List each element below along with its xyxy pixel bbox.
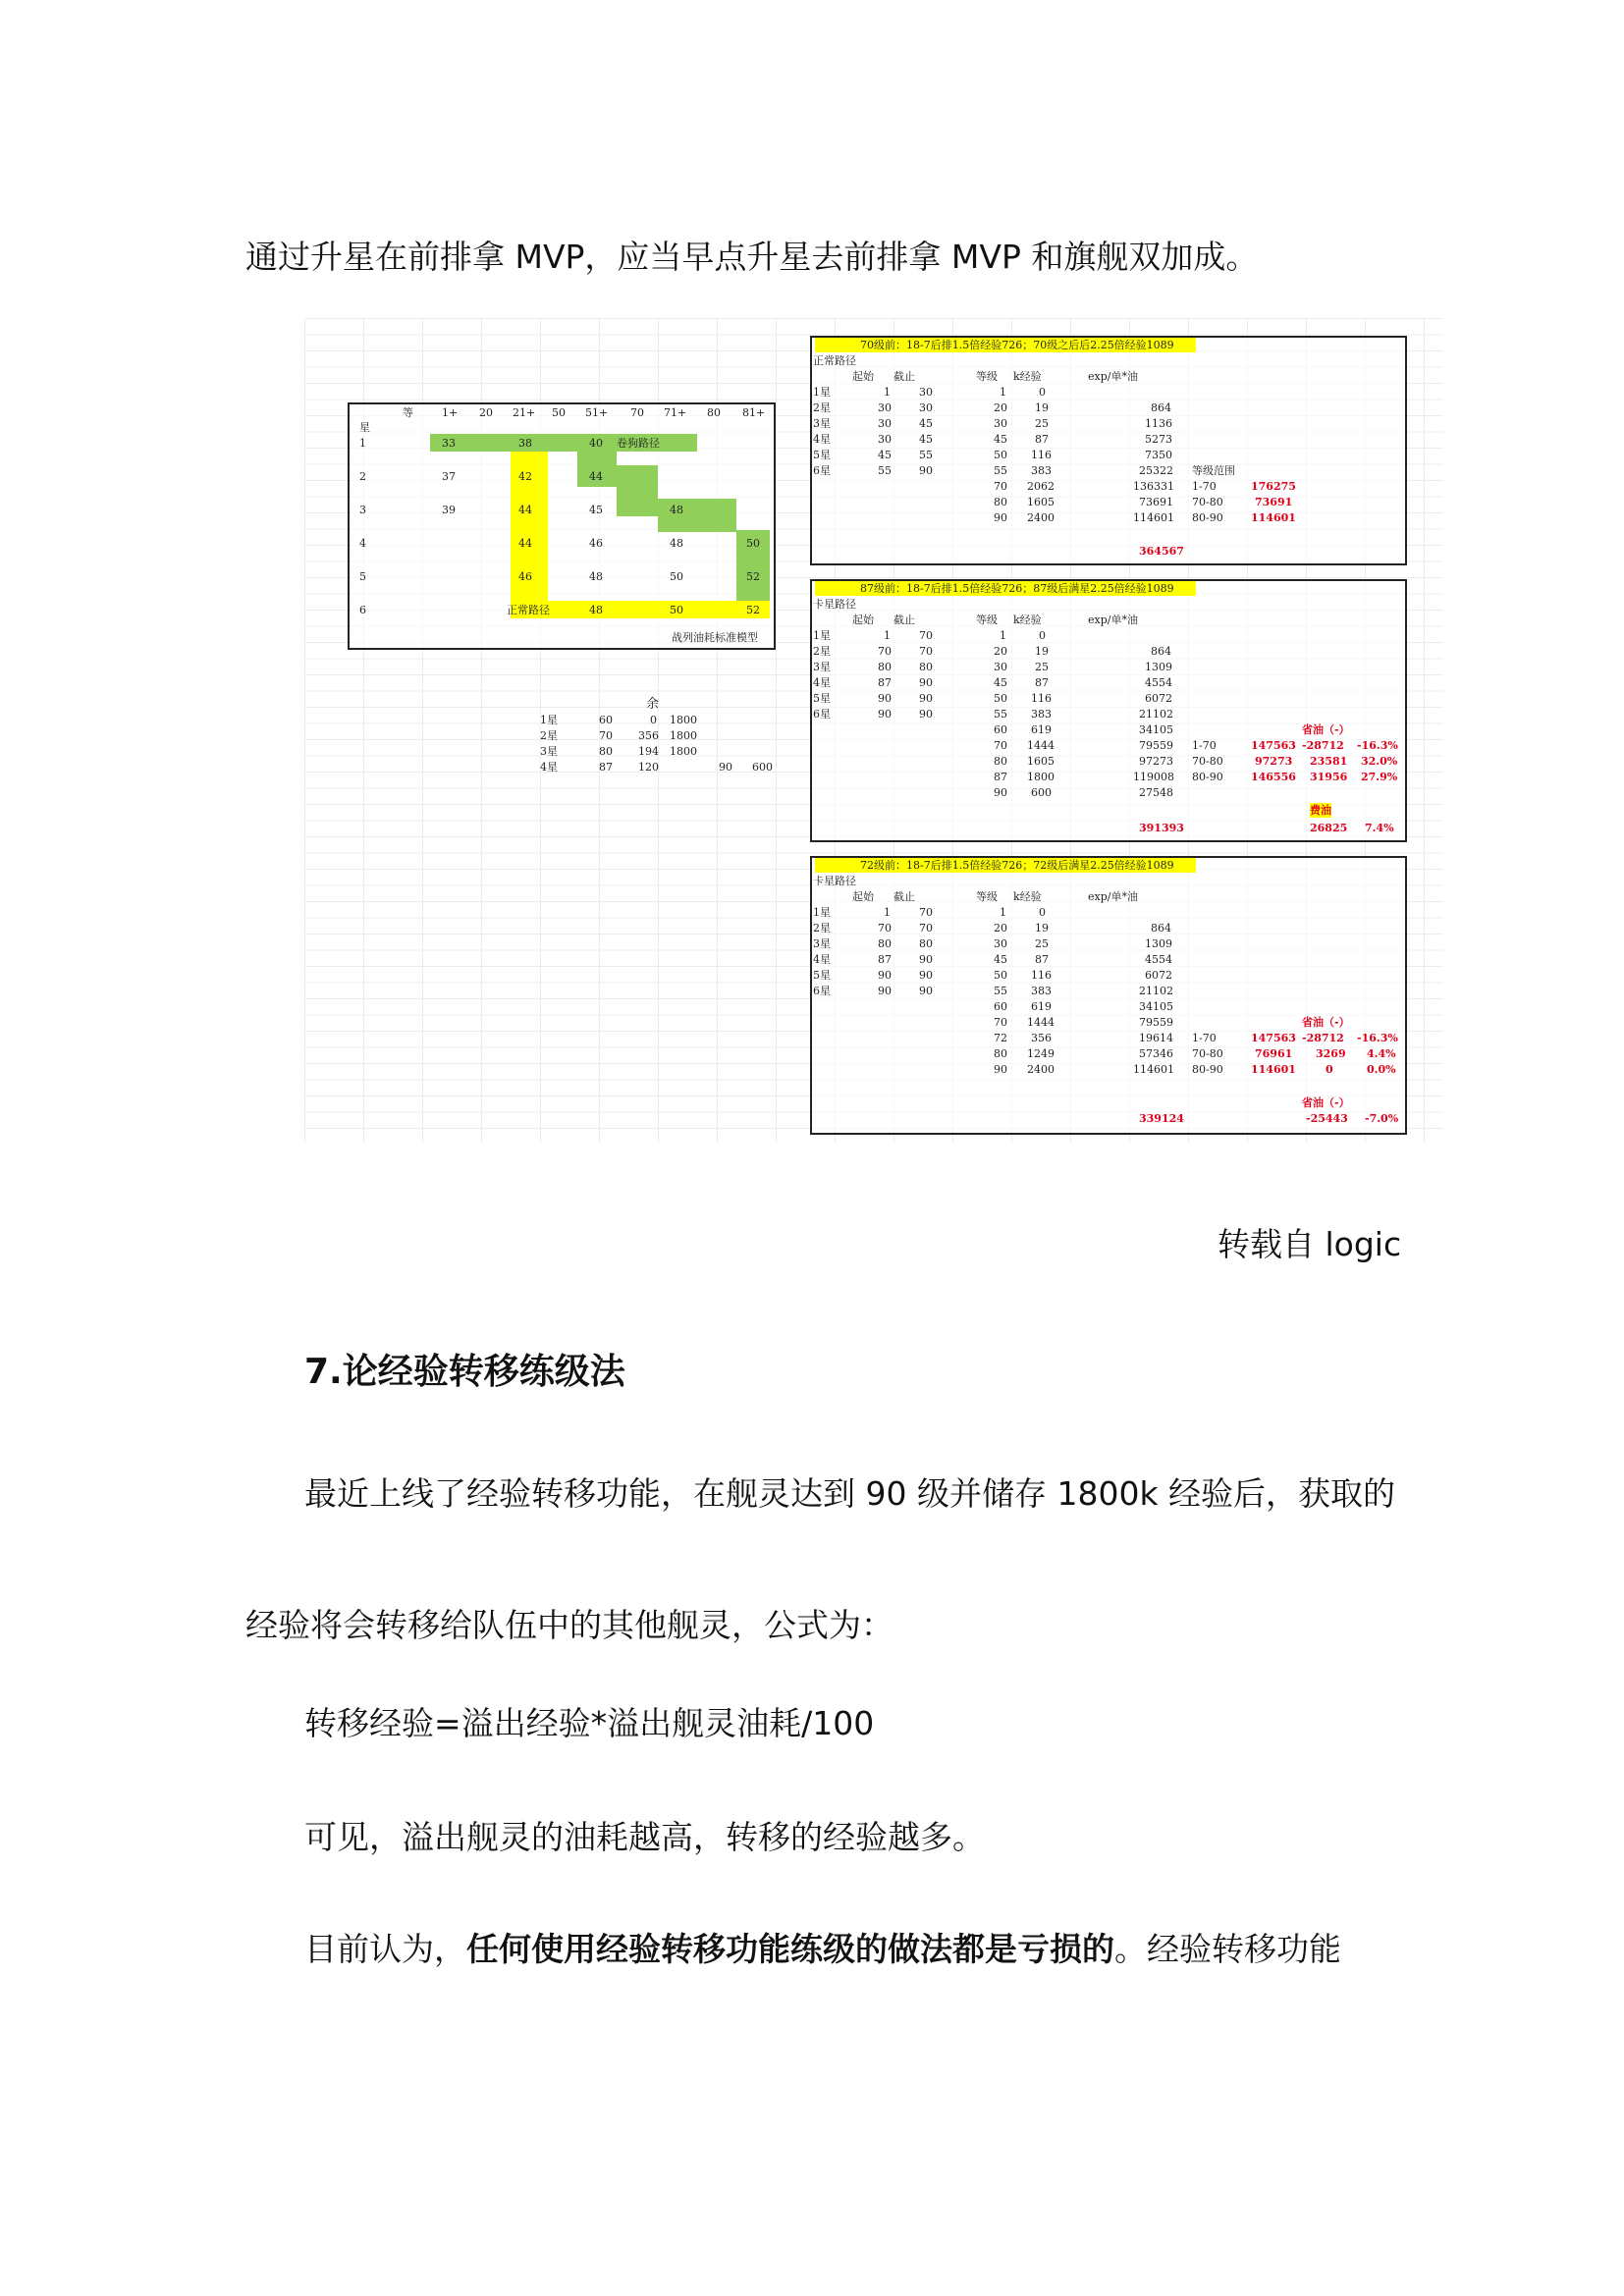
table-cell: 25 bbox=[1035, 661, 1049, 673]
table-cell: 72级前：18-7后排1.5倍经验726；72级后满星2.25倍经验1089 bbox=[860, 859, 1174, 872]
table-cell: 1星 bbox=[540, 714, 558, 726]
table-cell: 70 bbox=[878, 645, 892, 658]
table-cell: 70 bbox=[599, 729, 613, 742]
table-cell: exp/单*油 bbox=[1088, 614, 1138, 626]
table-cell: 等级 bbox=[976, 370, 998, 383]
table-cell: 起始 bbox=[852, 890, 874, 903]
table-cell: 1309 bbox=[1145, 661, 1172, 673]
table-cell: 116 bbox=[1031, 692, 1052, 705]
table-cell: 30 bbox=[994, 417, 1007, 430]
table-cell: 194 bbox=[638, 745, 659, 758]
table-cell: 70-80 bbox=[1192, 496, 1223, 508]
table-cell: 30 bbox=[919, 386, 933, 399]
table-cell: 114601 bbox=[1133, 1063, 1174, 1076]
table-cell: 1 bbox=[884, 629, 891, 642]
table-cell: 6星 bbox=[813, 708, 831, 721]
table-cell: 6072 bbox=[1145, 692, 1172, 705]
table-cell: 2星 bbox=[813, 922, 831, 934]
table-cell: 90 bbox=[919, 985, 933, 997]
table-cell: 70 bbox=[919, 906, 933, 919]
table-cell: 34105 bbox=[1139, 1000, 1173, 1013]
table-cell: -28712 bbox=[1302, 1032, 1344, 1044]
table-cell: 21+ bbox=[513, 406, 536, 419]
table-cell: 截止 bbox=[893, 890, 915, 903]
table-cell: 48 bbox=[589, 604, 603, 616]
table-cell: 等级范围 bbox=[1192, 464, 1235, 477]
table-cell: 55 bbox=[994, 708, 1007, 721]
table-cell: 55 bbox=[919, 449, 933, 461]
table-cell: 80 bbox=[919, 937, 933, 950]
table-cell: 1-70 bbox=[1192, 1032, 1217, 1044]
table-cell: 6 bbox=[359, 604, 366, 616]
table-cell: 截止 bbox=[893, 370, 915, 383]
table-cell: 1 bbox=[1000, 629, 1006, 642]
table-cell: 383 bbox=[1031, 708, 1052, 721]
table-cell: 60 bbox=[994, 1000, 1007, 1013]
table-cell: 25322 bbox=[1139, 464, 1173, 477]
table-cell: 星 bbox=[359, 421, 370, 434]
paragraph-3-pre: 目前认为， bbox=[304, 1930, 466, 1968]
table-cell: 50 bbox=[746, 537, 760, 550]
table-cell: 619 bbox=[1031, 723, 1052, 736]
table-cell: 19614 bbox=[1139, 1032, 1173, 1044]
table-cell: 60 bbox=[994, 723, 1007, 736]
table-cell: 114601 bbox=[1251, 511, 1296, 524]
table-cell: 3269 bbox=[1316, 1047, 1346, 1060]
table-cell: 864 bbox=[1151, 645, 1171, 658]
table-cell: 364567 bbox=[1139, 545, 1184, 558]
table-cell: k经验 bbox=[1013, 370, 1042, 383]
table-cell: 5星 bbox=[813, 969, 831, 982]
table-cell: exp/单*油 bbox=[1088, 370, 1138, 383]
table-cell: 1 bbox=[1000, 906, 1006, 919]
table-cell: 0 bbox=[1039, 629, 1046, 642]
table-cell: 4星 bbox=[540, 761, 558, 774]
table-cell: 27548 bbox=[1139, 786, 1173, 799]
table-cell: 55 bbox=[994, 464, 1007, 477]
table-cell: 600 bbox=[752, 761, 773, 774]
table-cell: 等 bbox=[403, 406, 413, 419]
table-cell: 339124 bbox=[1139, 1112, 1184, 1125]
table-cell: 1 bbox=[359, 437, 366, 450]
table-cell: 114601 bbox=[1133, 511, 1174, 524]
table-cell: 5星 bbox=[813, 692, 831, 705]
table-cell: 57346 bbox=[1139, 1047, 1173, 1060]
table-cell: 6星 bbox=[813, 985, 831, 997]
table-cell: 30 bbox=[994, 937, 1007, 950]
table-cell: 90 bbox=[994, 1063, 1007, 1076]
table-cell: 44 bbox=[518, 537, 532, 550]
table-cell: 4554 bbox=[1145, 953, 1172, 966]
table-cell: 864 bbox=[1151, 401, 1171, 414]
table-cell: 省油（-） bbox=[1302, 723, 1350, 736]
table-cell: 864 bbox=[1151, 922, 1171, 934]
table-cell: 44 bbox=[518, 504, 532, 516]
table-cell: 2星 bbox=[813, 645, 831, 658]
table-cell: 4星 bbox=[813, 433, 831, 446]
table-cell: 30 bbox=[878, 401, 892, 414]
table-cell: 81+ bbox=[742, 406, 766, 419]
table-cell: 30 bbox=[878, 417, 892, 430]
table-cell: 45 bbox=[919, 433, 933, 446]
table-cell: 147563 bbox=[1251, 1032, 1296, 1044]
table-cell: -28712 bbox=[1302, 739, 1344, 752]
paragraph-3-bold: 任何使用经验转移功能练级的做法都是亏损的 bbox=[466, 1930, 1114, 1968]
table-cell: 3星 bbox=[813, 937, 831, 950]
table-cell: 147563 bbox=[1251, 739, 1296, 752]
table-cell: 1800 bbox=[670, 729, 697, 742]
table-cell: 51+ bbox=[585, 406, 609, 419]
table-cell: 50 bbox=[994, 969, 1007, 982]
table-cell: 5星 bbox=[813, 449, 831, 461]
table-cell: 90 bbox=[878, 985, 892, 997]
table-cell: 23581 bbox=[1310, 755, 1348, 768]
table-cell: 87 bbox=[878, 953, 892, 966]
table-cell: 1136 bbox=[1145, 417, 1172, 430]
paragraph-1-line-2: 经验将会转移给队伍中的其他舰灵，公式为： bbox=[245, 1606, 893, 1644]
table-cell: 50 bbox=[670, 570, 683, 583]
credit-line: 转载自 logic bbox=[1218, 1225, 1402, 1263]
table-cell: 19 bbox=[1035, 645, 1049, 658]
table-cell: 87 bbox=[994, 771, 1007, 783]
table-cell: 4星 bbox=[813, 676, 831, 689]
table-cell: 19 bbox=[1035, 401, 1049, 414]
table-cell: 45 bbox=[878, 449, 892, 461]
table-cell: 25 bbox=[1035, 937, 1049, 950]
table-cell: 45 bbox=[919, 417, 933, 430]
table-cell: 1星 bbox=[813, 906, 831, 919]
table-cell: 97273 bbox=[1139, 755, 1173, 768]
table-cell: 截止 bbox=[893, 614, 915, 626]
table-cell: 71+ bbox=[664, 406, 687, 419]
table-cell: 80-90 bbox=[1192, 511, 1223, 524]
table-cell: 20 bbox=[994, 645, 1007, 658]
table-cell: 等级 bbox=[976, 890, 998, 903]
table-cell: 46 bbox=[518, 570, 532, 583]
table-cell: 52 bbox=[746, 604, 760, 616]
table-cell: 1800 bbox=[670, 714, 697, 726]
table-cell: 20 bbox=[479, 406, 493, 419]
table-cell: 38 bbox=[518, 437, 532, 450]
table-cell: 卷狗路径 bbox=[617, 437, 660, 450]
table-cell: 50 bbox=[994, 692, 1007, 705]
table-cell: 116 bbox=[1031, 969, 1052, 982]
table-cell: 45 bbox=[994, 676, 1007, 689]
section-title: 7.论经验转移练级法 bbox=[304, 1352, 625, 1392]
table-cell: 卡星路径 bbox=[813, 875, 856, 887]
table-cell: k经验 bbox=[1013, 890, 1042, 903]
table-cell: 1800 bbox=[670, 745, 697, 758]
table-cell: 1444 bbox=[1027, 739, 1055, 752]
table-cell: 120 bbox=[638, 761, 659, 774]
table-cell: 87 bbox=[1035, 953, 1049, 966]
table-cell: 7350 bbox=[1145, 449, 1172, 461]
table-cell: 3星 bbox=[540, 745, 558, 758]
paragraph-2: 可见，溢出舰灵的油耗越高，转移的经验越多。 bbox=[304, 1818, 985, 1856]
table-cell: 2400 bbox=[1027, 1063, 1055, 1076]
table-cell: 80 bbox=[878, 937, 892, 950]
table-cell: 1星 bbox=[813, 386, 831, 399]
table-cell: 0 bbox=[650, 714, 657, 726]
table-cell: -7.0% bbox=[1365, 1112, 1399, 1125]
table-cell: 4 bbox=[359, 537, 366, 550]
table-cell: 1-70 bbox=[1192, 739, 1217, 752]
table-cell: 176275 bbox=[1251, 480, 1296, 493]
table-cell: 1星 bbox=[813, 629, 831, 642]
table-cell: 31956 bbox=[1310, 771, 1348, 783]
table-cell: 20 bbox=[994, 401, 1007, 414]
table-cell: 1800 bbox=[1027, 771, 1055, 783]
table-cell: 省油（-） bbox=[1302, 1096, 1350, 1109]
table-cell: 73691 bbox=[1139, 496, 1173, 508]
table-cell: 114601 bbox=[1251, 1063, 1296, 1076]
table-cell: 70 bbox=[878, 922, 892, 934]
table-cell: 25 bbox=[1035, 417, 1049, 430]
table-cell: 70 bbox=[919, 645, 933, 658]
table-cell: 116 bbox=[1031, 449, 1052, 461]
table-cell: 30 bbox=[878, 433, 892, 446]
table-cell: 619 bbox=[1031, 1000, 1052, 1013]
green-step-2 bbox=[617, 465, 658, 516]
table-cell: -16.3% bbox=[1357, 739, 1398, 752]
table-cell: 2星 bbox=[813, 401, 831, 414]
table-cell: 80-90 bbox=[1192, 1063, 1223, 1076]
table-cell: 30 bbox=[994, 661, 1007, 673]
table-cell: 70 bbox=[919, 629, 933, 642]
table-cell: 30 bbox=[919, 401, 933, 414]
table-cell: 87 bbox=[878, 676, 892, 689]
table-cell: 34105 bbox=[1139, 723, 1173, 736]
table-cell: 1249 bbox=[1027, 1047, 1055, 1060]
intro-line: 通过升星在前排拿 MVP，应当早点升星去前排拿 MVP 和旗舰双加成。 bbox=[245, 238, 1259, 276]
table-cell: 6072 bbox=[1145, 969, 1172, 982]
table-cell: 0 bbox=[1039, 386, 1046, 399]
table-cell: 79559 bbox=[1139, 1016, 1173, 1029]
table-cell: 356 bbox=[638, 729, 659, 742]
table-cell: 卡星路径 bbox=[813, 598, 856, 611]
table-cell: 97273 bbox=[1255, 755, 1293, 768]
formula-line: 转移经验=溢出经验*溢出舰灵油耗/100 bbox=[304, 1704, 875, 1742]
table-cell: 4星 bbox=[813, 953, 831, 966]
table-cell: 正常路径 bbox=[507, 604, 550, 616]
table-cell: k经验 bbox=[1013, 614, 1042, 626]
left-table-caption: 战列油耗标准模型 bbox=[672, 631, 758, 644]
table-cell: 19 bbox=[1035, 922, 1049, 934]
table-cell: 87 bbox=[599, 761, 613, 774]
table-cell: 80 bbox=[707, 406, 721, 419]
table-cell: 1605 bbox=[1027, 496, 1055, 508]
table-cell: 40 bbox=[589, 437, 603, 450]
table-cell: 90 bbox=[919, 969, 933, 982]
table-cell: 87级前：18-7后排1.5倍经验726；87级后满星2.25倍经验1089 bbox=[860, 582, 1174, 595]
table-cell: 80 bbox=[919, 661, 933, 673]
table-cell: 60 bbox=[599, 714, 613, 726]
table-cell: 90 bbox=[878, 708, 892, 721]
table-cell: 1309 bbox=[1145, 937, 1172, 950]
table-cell: 2 bbox=[359, 470, 366, 483]
table-cell: 70 bbox=[994, 739, 1007, 752]
table-cell: 33 bbox=[442, 437, 456, 450]
table-cell: 1605 bbox=[1027, 755, 1055, 768]
table-cell: -16.3% bbox=[1357, 1032, 1398, 1044]
table-cell: 600 bbox=[1031, 786, 1052, 799]
table-cell: 27.9% bbox=[1361, 771, 1398, 783]
table-cell: 1444 bbox=[1027, 1016, 1055, 1029]
table-cell: 0.0% bbox=[1367, 1063, 1396, 1076]
table-cell: 48 bbox=[670, 504, 683, 516]
table-cell: 26825 bbox=[1310, 822, 1348, 834]
table-cell: 3星 bbox=[813, 417, 831, 430]
table-cell: 48 bbox=[589, 570, 603, 583]
table-cell: 32.0% bbox=[1361, 755, 1398, 768]
table-cell: 55 bbox=[994, 985, 1007, 997]
table-cell: 1 bbox=[1000, 386, 1006, 399]
table-cell: 80 bbox=[994, 496, 1007, 508]
table-cell: 70-80 bbox=[1192, 1047, 1223, 1060]
table-cell: 1 bbox=[884, 906, 891, 919]
table-cell: 70 bbox=[630, 406, 644, 419]
table-cell: 起始 bbox=[852, 614, 874, 626]
table-cell: 46 bbox=[589, 537, 603, 550]
table-cell: 省油（-） bbox=[1302, 1016, 1350, 1029]
table-cell: 2星 bbox=[540, 729, 558, 742]
table-cell: 0 bbox=[1039, 906, 1046, 919]
table-cell: 90 bbox=[994, 786, 1007, 799]
table-cell: 37 bbox=[442, 470, 456, 483]
table-cell: 80 bbox=[599, 745, 613, 758]
table-cell: 90 bbox=[878, 969, 892, 982]
table-cell: 72 bbox=[994, 1032, 1007, 1044]
table-cell: 55 bbox=[878, 464, 892, 477]
table-cell: 70级前：18-7后排1.5倍经验726；70级之后后2.25倍经验1089 bbox=[860, 339, 1174, 351]
table-cell: 1-70 bbox=[1192, 480, 1217, 493]
table-cell: 2062 bbox=[1027, 480, 1055, 493]
table-cell: 90 bbox=[919, 464, 933, 477]
table-cell: 52 bbox=[746, 570, 760, 583]
table-cell: 余 bbox=[646, 697, 660, 712]
table-cell: 1 bbox=[884, 386, 891, 399]
table-cell: 42 bbox=[518, 470, 532, 483]
table-cell: 90 bbox=[719, 761, 732, 774]
table-cell: 70-80 bbox=[1192, 755, 1223, 768]
paragraph-3-post: 。经验转移功能 bbox=[1114, 1930, 1341, 1968]
table-cell: 76961 bbox=[1255, 1047, 1293, 1060]
table-cell: 80-90 bbox=[1192, 771, 1223, 783]
table-cell: 0 bbox=[1326, 1063, 1333, 1076]
table-cell: 6星 bbox=[813, 464, 831, 477]
table-cell: 费油 bbox=[1310, 804, 1331, 817]
table-cell: 90 bbox=[919, 708, 933, 721]
table-cell: 50 bbox=[994, 449, 1007, 461]
table-cell: 73691 bbox=[1255, 496, 1293, 508]
table-cell: 5273 bbox=[1145, 433, 1172, 446]
table-cell: 3 bbox=[359, 504, 366, 516]
table-cell: 21102 bbox=[1139, 708, 1173, 721]
table-cell: 2400 bbox=[1027, 511, 1055, 524]
table-cell: 39 bbox=[442, 504, 456, 516]
table-cell: 87 bbox=[1035, 676, 1049, 689]
table-cell: 90 bbox=[919, 953, 933, 966]
table-cell: 79559 bbox=[1139, 739, 1173, 752]
table-cell: 48 bbox=[670, 537, 683, 550]
table-cell: 7.4% bbox=[1365, 822, 1394, 834]
table-cell: 起始 bbox=[852, 370, 874, 383]
table-cell: 45 bbox=[589, 504, 603, 516]
table-cell: 383 bbox=[1031, 464, 1052, 477]
table-cell: 356 bbox=[1031, 1032, 1052, 1044]
table-cell: 50 bbox=[670, 604, 683, 616]
table-cell: 50 bbox=[552, 406, 566, 419]
table-cell: 136331 bbox=[1133, 480, 1174, 493]
table-cell: 90 bbox=[919, 676, 933, 689]
table-cell: 146556 bbox=[1251, 771, 1296, 783]
table-cell: 90 bbox=[878, 692, 892, 705]
table-cell: 90 bbox=[994, 511, 1007, 524]
table-cell: 70 bbox=[994, 480, 1007, 493]
table-cell: 391393 bbox=[1139, 822, 1184, 834]
paragraph-1-line-1: 最近上线了经验转移功能，在舰灵达到 90 级并储存 1800k 经验后，获取的 bbox=[304, 1474, 1396, 1513]
table-cell: 正常路径 bbox=[813, 354, 856, 367]
table-cell: 45 bbox=[994, 433, 1007, 446]
table-cell: -25443 bbox=[1306, 1112, 1348, 1125]
table-cell: 4.4% bbox=[1367, 1047, 1396, 1060]
table-cell: 70 bbox=[919, 922, 933, 934]
table-cell: 3星 bbox=[813, 661, 831, 673]
table-cell: 70 bbox=[994, 1016, 1007, 1029]
table-cell: 5 bbox=[359, 570, 366, 583]
table-cell: 44 bbox=[589, 470, 603, 483]
table-cell: 21102 bbox=[1139, 985, 1173, 997]
table-cell: 1+ bbox=[442, 406, 459, 419]
table-cell: 383 bbox=[1031, 985, 1052, 997]
table-cell: 45 bbox=[994, 953, 1007, 966]
paragraph-3 bbox=[304, 1930, 1341, 1969]
table-cell: 20 bbox=[994, 922, 1007, 934]
table-cell: exp/单*油 bbox=[1088, 890, 1138, 903]
table-cell: 4554 bbox=[1145, 676, 1172, 689]
table-cell: 90 bbox=[919, 692, 933, 705]
table-cell: 80 bbox=[994, 1047, 1007, 1060]
table-cell: 87 bbox=[1035, 433, 1049, 446]
table-cell: 119008 bbox=[1133, 771, 1174, 783]
screenshot-figure bbox=[304, 318, 1443, 1143]
table-cell: 80 bbox=[994, 755, 1007, 768]
table-cell: 等级 bbox=[976, 614, 998, 626]
table-cell: 80 bbox=[878, 661, 892, 673]
